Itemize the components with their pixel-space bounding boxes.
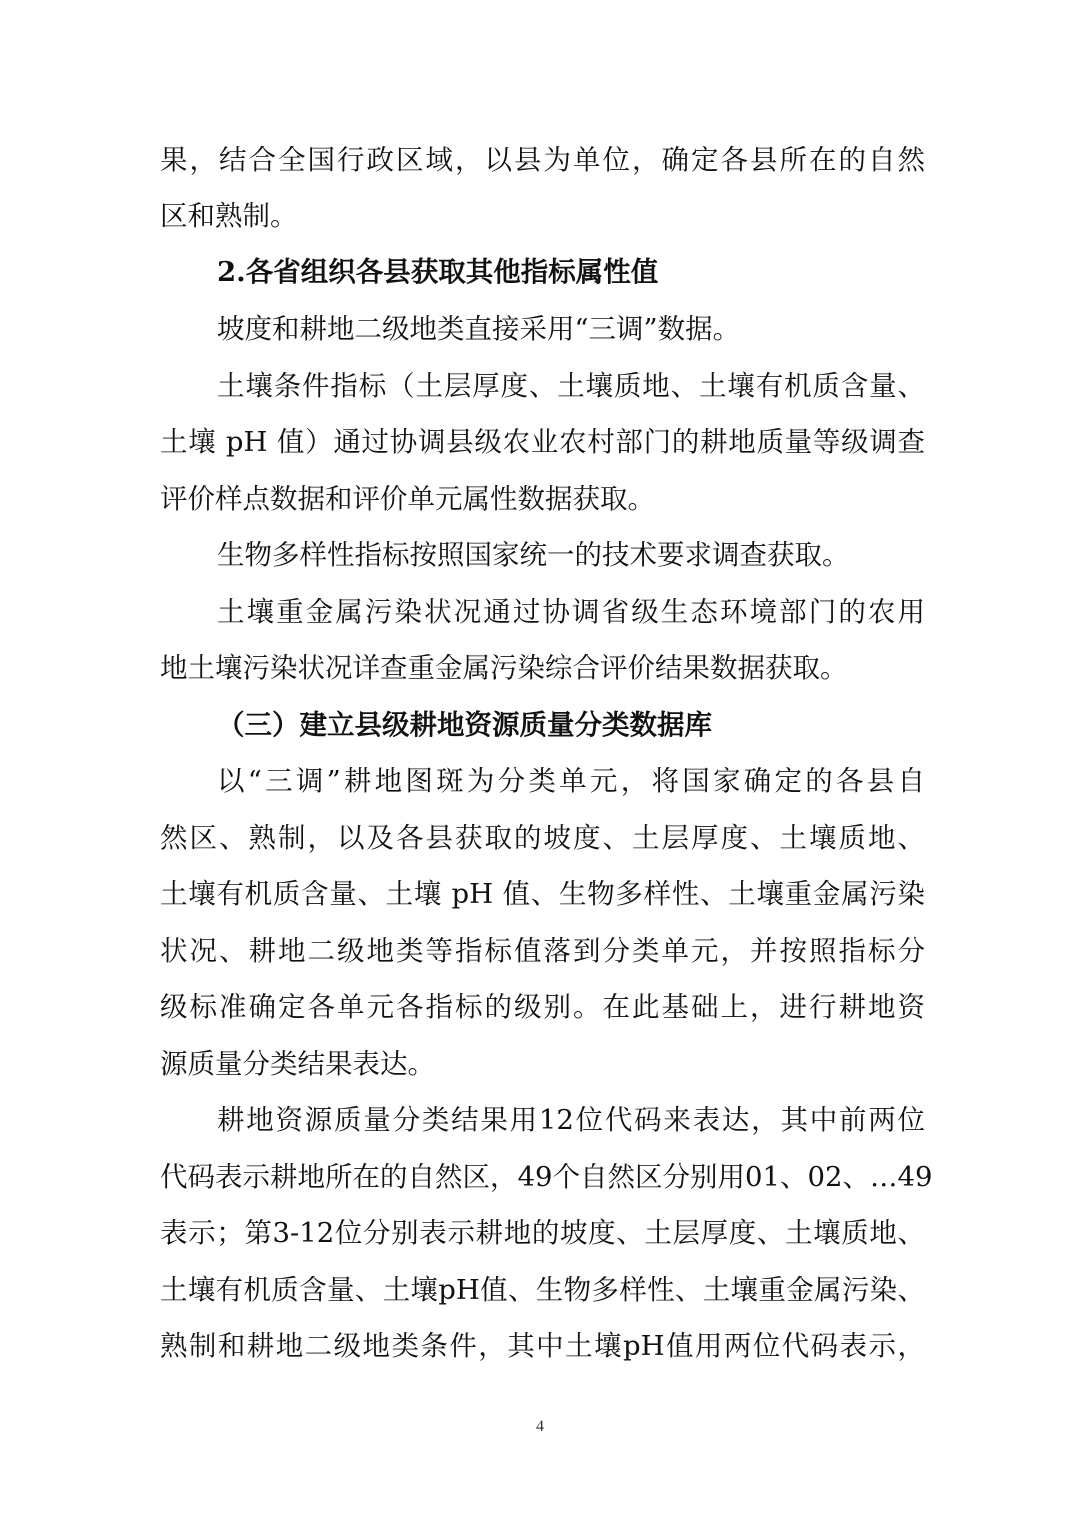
text-line: 区和熟制。	[160, 200, 298, 232]
text-line: 土壤 pH 值）通过协调县级农业农村部门的耕地质量等级调查	[160, 426, 925, 458]
text-line: 表示；第3-12位分别表示耕地的坡度、土层厚度、土壤质地、	[160, 1217, 925, 1249]
text-line: 级标准确定各单元各指标的级别。在此基础上，进行耕地资	[160, 991, 925, 1023]
text-line: 土壤重金属污染状况通过协调省级生态环境部门的农用	[217, 596, 925, 628]
page-number: 4	[536, 1418, 544, 1435]
text-line: 地土壤污染状况详查重金属污染综合评价结果数据获取。	[160, 652, 848, 684]
text-line: 耕地资源质量分类结果用12位代码来表达，其中前两位	[217, 1104, 925, 1136]
section-heading: 2.各省组织各县获取其他指标属性值	[217, 256, 659, 288]
text-line: 生物多样性指标按照国家统一的技术要求调查获取。	[217, 539, 850, 571]
text-line: 坡度和耕地二级地类直接采用“三调”数据。	[217, 313, 741, 345]
text-line: 状况、耕地二级地类等指标值落到分类单元，并按照指标分	[160, 935, 925, 967]
text-line: 熟制和耕地二级地类条件，其中土壤pH值用两位代码表示，	[160, 1330, 925, 1362]
text-line: 果，结合全国行政区域，以县为单位，确定各县所在的自然	[160, 144, 925, 176]
text-line: 代码表示耕地所在的自然区，49个自然区分别用01、02、…49	[160, 1161, 933, 1193]
text-line: 评价样点数据和评价单元属性数据获取。	[160, 483, 655, 515]
text-line: 土壤有机质含量、土壤pH值、生物多样性、土壤重金属污染、	[160, 1274, 925, 1306]
text-line: 土壤有机质含量、土壤 pH 值、生物多样性、土壤重金属污染	[160, 878, 925, 910]
text-line: 土壤条件指标（土层厚度、土壤质地、土壤有机质含量、	[217, 370, 925, 402]
section-heading: （三）建立县级耕地资源质量分类数据库	[217, 709, 712, 741]
text-line: 源质量分类结果表达。	[160, 1048, 435, 1080]
text-line: 以“三调”耕地图斑为分类单元，将国家确定的各县自	[217, 765, 925, 797]
text-line: 然区、熟制，以及各县获取的坡度、土层厚度、土壤质地、	[160, 822, 925, 854]
